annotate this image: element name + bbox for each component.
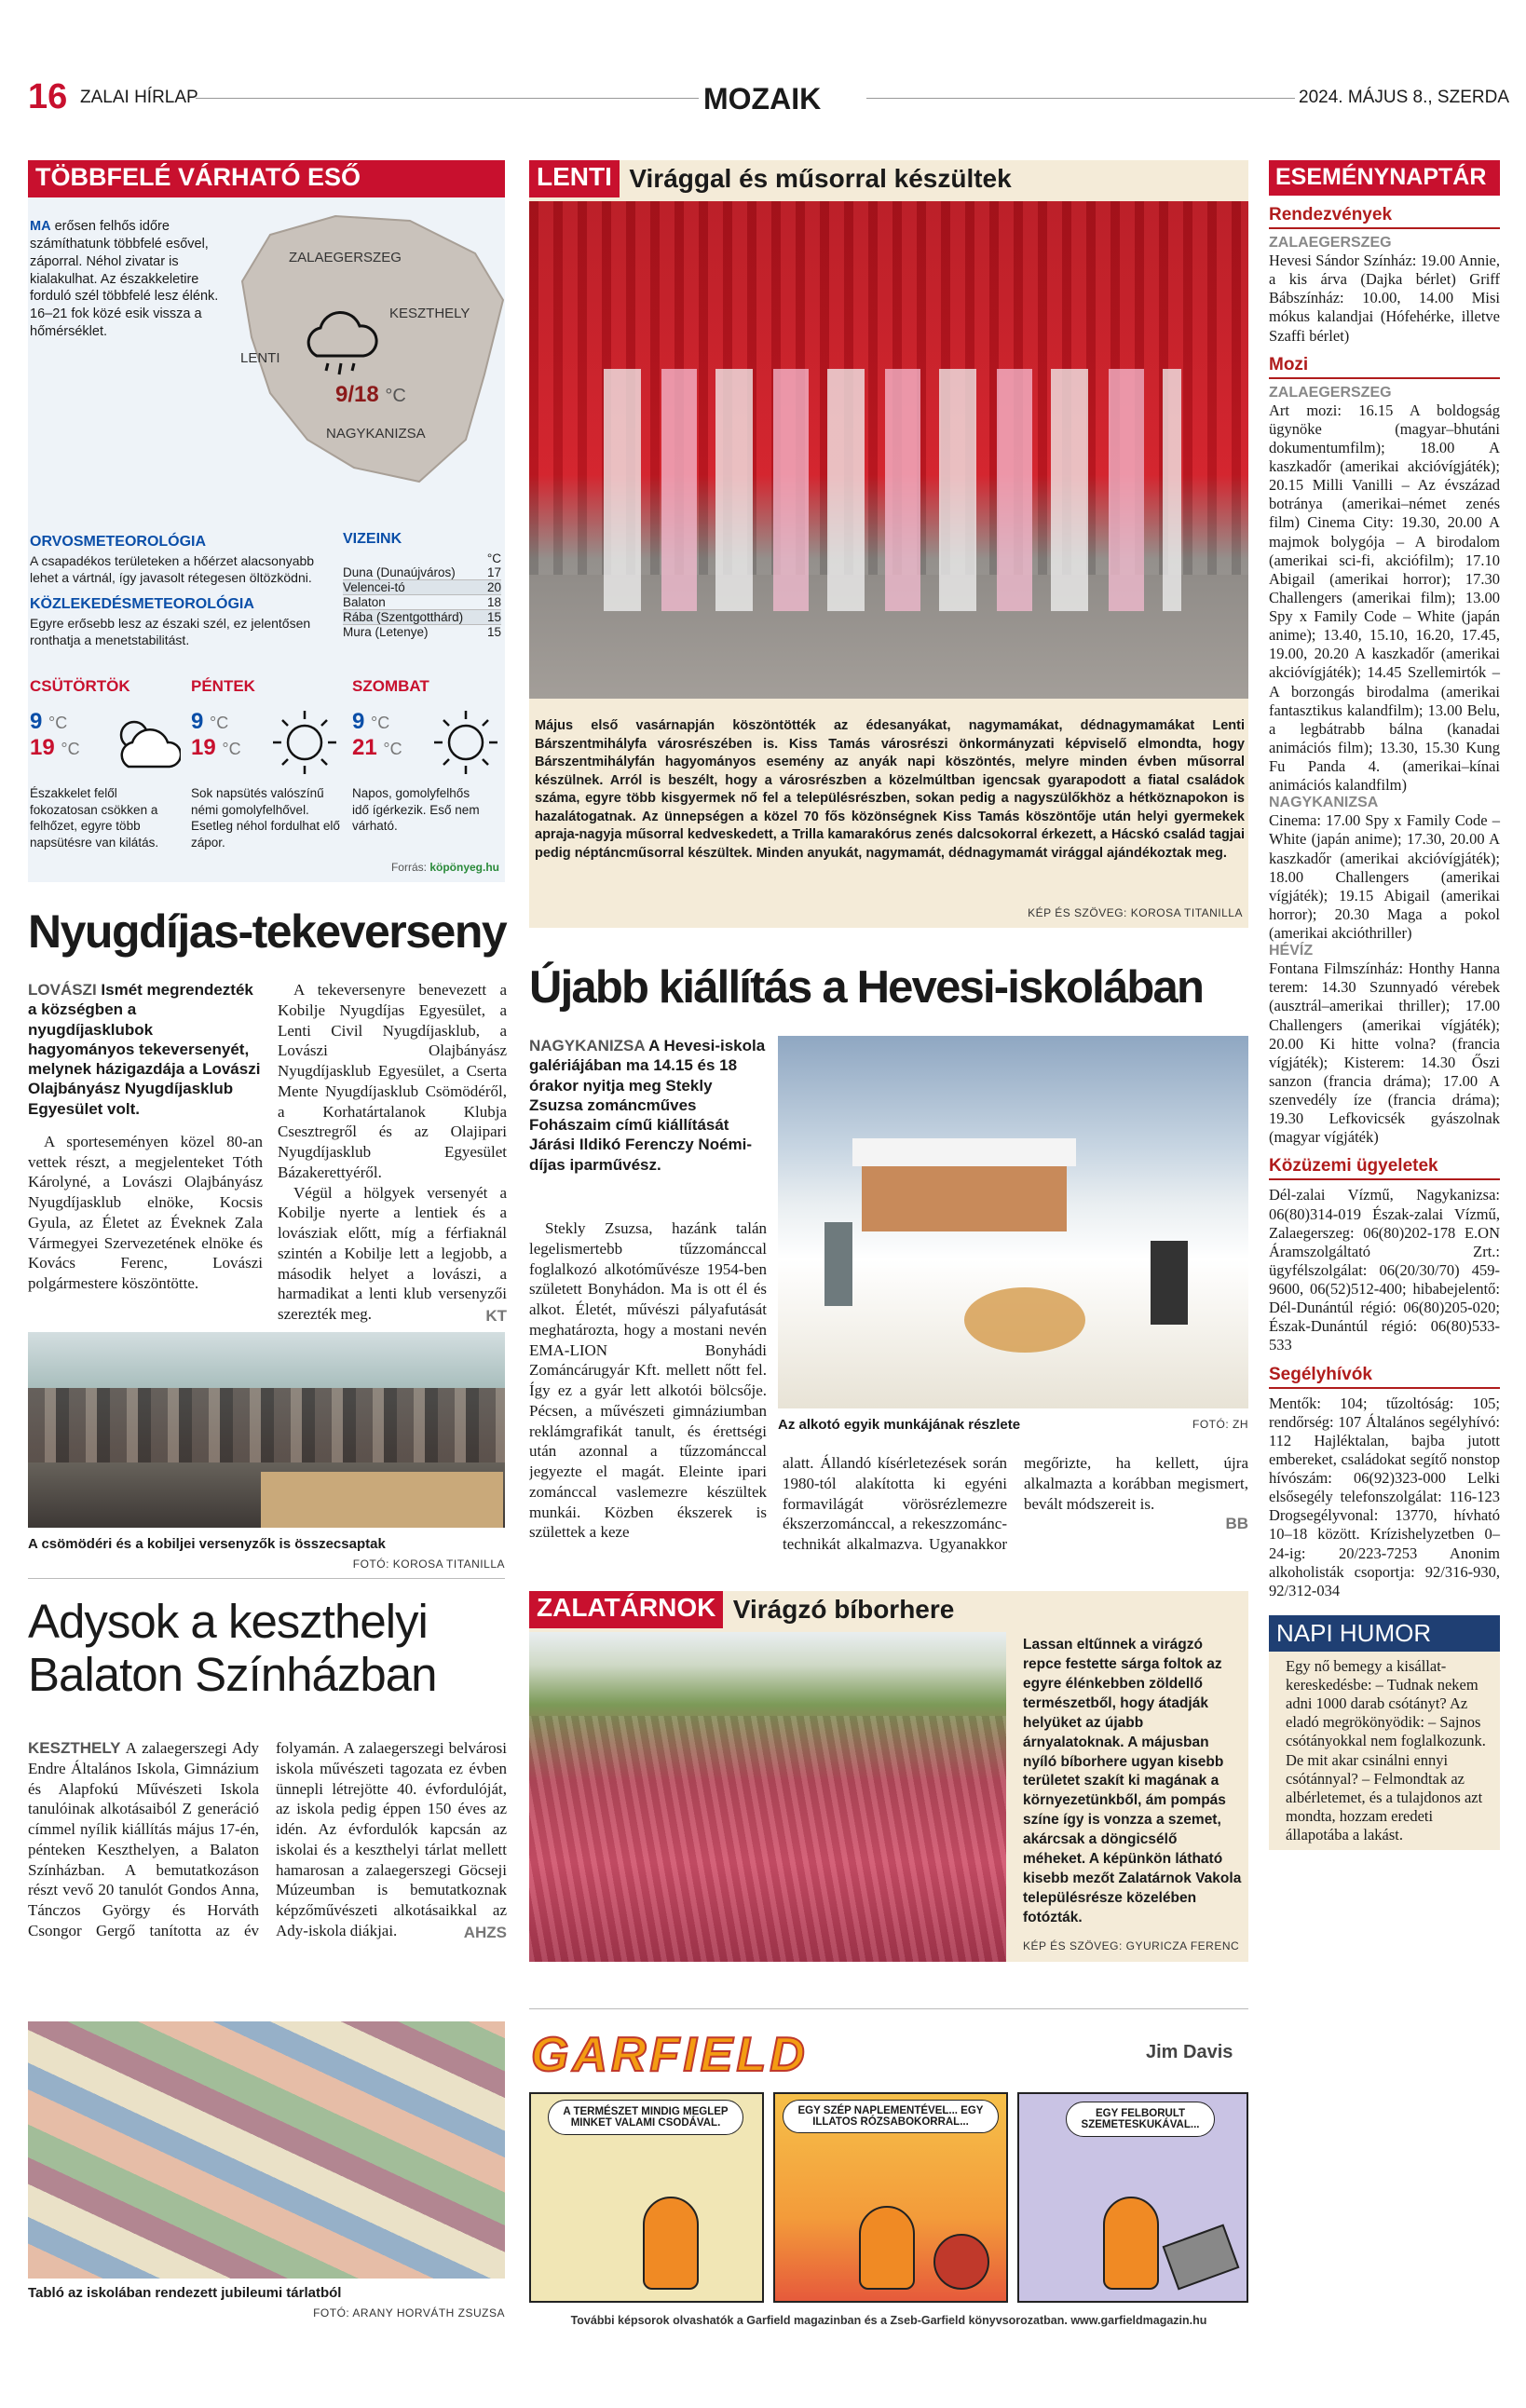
events-title: ESEMÉNYNAPTÁR <box>1269 160 1500 196</box>
caption-lenti: Május első vasárnapján köszöntötték az édesanyákat, nagymamákat, dédnagymamákat Lenti Bárszentmihályfa városrészében is. Kiss Tamás városrészi önkormányzati képviselő elmondta, hogy Bárszentmihályfán hagyományos esemény az anyák napi köszöntés, melyre minden évben műsorral készülnek. Arról is beszélt, hogy a városrészben a közelmúltban igencsak gyarapodott a fiatal családok száma, egyre több kisgyermek nő fel a településrészben, sokan pedig a nagyszülőkhöz a hétköznapokon is hazalátogatnak. Az ünnepségen a közel 70 fős közönségnek Kiss Tamás köszöntője után helyi gyermekek apraja-nagyja műsorral kedveskedett, a Trilla kamarakórus zenés dalcsokorral érkezett, a Hácskó család tagjai pedig néptáncműsorral készültek. Minden anyukát, nagymamát, dédnagymamát virággal ajándékoztak meg. <box>535 718 1245 861</box>
weather-today: MA erősen felhős időre számíthatunk többfelé esővel, záporral. Néhol zivatar is kialakulhat. Az északkeletire forduló szél többfelé lesz élénk. 16–21 fok közé esik vissza a hőmérséklet. <box>30 219 219 340</box>
rain-cloud-icon <box>298 309 382 379</box>
credit-tablo: FOTÓ: ARANY HORVÁTH ZSUZSA <box>313 2306 505 2320</box>
map-temperature: 9/18 °C <box>335 382 406 407</box>
segelyhivok-heading: Segélyhívók <box>1269 1365 1500 1389</box>
lenti-title: Virággal és műsorral készültek <box>629 164 1012 193</box>
kozuzemi-heading: Közüzemi ügyeletek <box>1269 1156 1500 1180</box>
photo-tekeverseny <box>28 1332 505 1528</box>
partly-cloudy-icon <box>106 711 181 776</box>
photo-lenti-stage <box>529 201 1248 699</box>
comic-panel: EGY FELBORULT SZEMETESKUKÁVAL... <box>1017 2092 1248 2303</box>
garfield-logo: GARFIELD <box>531 2028 809 2082</box>
sun-icon <box>429 705 503 780</box>
article-nyugdijas-col2: A tekeversenyre benevezett a Kobilje Nyugdíjas Egyesület, a Lenti Civil Nyugdíjasklub, a Lovászi Olajbányász Nyugdíjasklub Egyesület, a Cserta Mente Nyugdíjasklub Csömödéről, a Korhatártalanok Klubja Csesztregről és az Olajipari Nyugdíjasklub Egyesület Bázakerettyéről. Végül a hölgyek versenyét a Kobilje nyerte a lentiek és a lovásziak előtt, míg a férfiaknál szintén a Kobilje lett a legjobb, a második helyet a lovászi, a harmadikat a lenti klub versenyzői szerezték meg. KT <box>278 981 507 1325</box>
weather-source: Forrás: köpönyeg.hu <box>390 861 499 874</box>
signature: BB <box>1225 1515 1248 1533</box>
forecast-day: CSÜTÖRTÖK 9 °C 19 °C Északkelet felől fokozatosan csökken a felhőzet, egyre több napsütésre van kilátás. <box>30 677 184 850</box>
map-city-nagykanizsa: NAGYKANIZSA <box>326 426 426 442</box>
garfield-author: Jim Davis <box>1146 2042 1233 2062</box>
lenti-header <box>529 160 1012 197</box>
photo-tablo <box>28 2021 505 2279</box>
vizeink-table: VIZEINK °C Duna (Dunaújváros) 17 Velencei-tó 20 Balaton 18 Rába (Szentgotthárd) 15 Mura (Letenye) 15 <box>343 531 501 639</box>
headline-nyugdijas: Nyugdíjas-tekeverseny <box>28 905 507 958</box>
article-hevesi-text: Stekly Zsuzsa, hazánk talán legelismertebb tűzzománccal foglalkozó alkotóművésze 1954-ben született Bonyhádon. Ma is ott él és alkot. Életét, művészi pályafutását meghatározta, hogy a mostani nevén EMA-LION Bonyhádi Zománcárugyár Kft. mellett nőtt fel. Így ez a gyár lett alkotói bölcsője. Pécsen, a művészeti gimnáziumban reklámgrafikát tanult, és érettségi után azonnal a tűzzománccal jegyezte el magát. Eleinte ipari zománccal vaslemezre készültek munkái. Közben ékszerek is születtek a keze <box>529 1219 767 1542</box>
zalatarnok-tag: ZALATÁRNOK <box>529 1591 723 1628</box>
rendezvenyek-text: Hevesi Sándor Színház: 19.00 Annie, a kis árva (Dajka bérlet) Griff Bábszínház: 10.00, 14.00 Misi mókus kalandjai (Hófehérke, illetve Szaffi bérlet) <box>1269 252 1500 345</box>
rendezvenyek-heading: Rendezvények <box>1269 205 1500 229</box>
zalatarnok-header <box>529 1591 954 1628</box>
headline-adysok: Adysok a keszthelyi Balaton Színházban <box>28 1595 437 1702</box>
credit-zalatarnok: KÉP ÉS SZÖVEG: GYURICZA FERENC <box>1023 1939 1240 1952</box>
article-adysok: KESZTHELY A zalaegerszegi Ady Endre Általános Iskola, Gimnázium és Alapfokú Művészeti Iskola tanulóinak alkotásaiból Z generáció címmel nyílik kiállítás május 17-én, pénteken Keszthelyen, a Balaton Színházban. A bemutatkozáson részt vevő 20 tanulót Gondos Anna, Tánczos György és Horváth Csongor Gergő tanította az év folyamán. A zalaegerszegi belvárosi iskola művészeti tagozata ez évben ünnepli létrejötte 40. évfordulóját, az iskola pedig éppen 150 éves az idén. Az évfordulók kapcsán az iskolai és a keszthelyi tárlat mellett hamarosan a zalaegerszegi Göcseji Múzeumban is bemutatkoznak képzőművészeti alkotásaikkal az Ady-iskola diákjai. AHZS <box>28 1739 507 1941</box>
article-hevesi-lead: NAGYKANIZSA A Hevesi-iskola galériájában ma 14.15 és 18 órakor nyitja meg Stekly Zsuzsa zománcműves Fohászaim című kiállítását Járási Ildikó Ferenczy Noémi-díjas iparművész. <box>529 1037 766 1174</box>
sun-icon <box>267 705 342 780</box>
caption-zomanc: Az alkotó egyik munkájának részlete <box>778 1417 1021 1433</box>
map-city-zalaegerszeg: ZALAEGERSZEG <box>289 250 402 265</box>
zalatarnok-title: Virágzó bíborhere <box>732 1595 955 1624</box>
caption-tablo: Tabló az iskolában rendezett jubileumi tárlatból <box>28 2285 342 2301</box>
orvosmeteorologia: ORVOSMETEOROLÓGIA A csapadékos területeken a hőérzet alacsonyabb lehet a vártnál, így javasolt rétegesen öltözködni. KÖZLEKEDÉSMETEOROLÓGIA Egyre erősebb lesz az északi szél, ez jelentősen ronthatja a menetstabilitást. <box>30 534 315 648</box>
page-date: 2024. MÁJUS 8., SZERDA <box>1299 88 1509 107</box>
article-hevesi-text-cont: alatt. Állandó kísérletezések során 1980-tól alakította ki egyéni formavilágát vörösrézlemezre ékszerzománccal, a rekeszzománc-technikát alkalmazva. Ugyanakkor megőrizte, ha kellett, újra alkalmazta a korábban megismert, bevált módszereit is. BB <box>783 1454 1248 1553</box>
paper-name: ZALAI HÍRLAP <box>80 88 198 107</box>
map-city-lenti: LENTI <box>240 350 280 366</box>
weather-title: TÖBBFELÉ VÁRHATÓ ESŐ <box>28 160 505 197</box>
napi-humor-box: NAPI HUMOR Egy nő bemegy a kisállat-kereskedésbe: – Tudnak nekem adni 1000 darab csótányt? Az eladó megrökönyödik: – Sajnos csótányokkal nem foglalkozunk. De mit akar csinálni ennyi csótánnyal? – Felmondtak az albérletemet, és a tulajdonos azt mondta, hozzam eredeti állapotába a lakást. <box>1269 1615 1500 1850</box>
comic-panel: EGY SZÉP NAPLEMENTÉVEL... EGY ILLATOS RÓZSABOKORRAL... <box>773 2092 1008 2303</box>
article-hevesi-body <box>529 1218 1248 1556</box>
lenti-tag: LENTI <box>529 160 620 197</box>
credit-zomanc: FOTÓ: ZH <box>1192 1418 1248 1431</box>
garfield-footnote: További képsorok olvashatók a Garfield magazinban és a Zseb-Garfield könyvsorozatban. www.garfieldmagazin.hu <box>570 2314 1207 2327</box>
comic-panel: A TERMÉSZET MINDIG MEGLEP MINKET VALAMI CSODÁVAL. <box>529 2092 764 2303</box>
napi-humor-title: NAPI HUMOR <box>1269 1615 1500 1652</box>
forecast-day: PÉNTEK 9 °C 19 °C Sok napsütés valószínű némi gomolyfelhővel. Esetleg néhol fordulhat elő zápor. <box>191 677 345 850</box>
map-city-keszthely: KESZTHELY <box>389 306 470 321</box>
caption-tekeverseny: A csömödéri és a kobiljei versenyzők is összecsaptak <box>28 1536 386 1552</box>
article-nyugdijas-col1: LOVÁSZI Ismét megrendezték a községben a nyugdíjasklubok hagyományos tekeversenyét, melynek házigazdája a Lovászi Olajbányász Nyugdíjasklub Egyesület volt. A sporteseményen közel 80-an vettek részt, a megjelenteket Tóth Károlyné, a Lovászi Olajbányász Nyugdíjasklub elnöke, Kocsis Gyula, az Életet az Éveknek Zala Vármegyei Szervezetének elnöke és Kovács Ferenc, Lovászi polgármestere köszöntötte. <box>28 981 263 1292</box>
page-header <box>28 78 1509 116</box>
weather-box <box>28 160 505 882</box>
mozi-heading: Mozi <box>1269 355 1500 379</box>
forecast-day: SZOMBAT 9 °C 21 °C Napos, gomolyfelhős idő ígérkezik. Eső nem várható. <box>352 677 506 835</box>
credit-tekeverseny: FOTÓ: KOROSA TITANILLA <box>352 1558 505 1571</box>
text-zalatarnok: Lassan eltűnnek a virágzó repce festette sárga foltok az egyre élénkebben zöldellő természetből, hogy átadják helyüket az újabb árnyalatoknak. A májusban nyíló bíborhere ugyan kisebb területet szakít ki magának a környezetünkből, ám pompás színe így is vonzza a szemet, akárcsak a döngicsélő méheket. A képünkön látható kisebb mezőt Zalatárnok Vakola településrésze közelében fotózták. <box>1023 1637 1242 1925</box>
photo-biborhere <box>529 1632 1006 1962</box>
credit-lenti: KÉP ÉS SZÖVEG: KOROSA TITANILLA <box>1028 906 1243 919</box>
page-number: 16 <box>28 77 68 116</box>
events-column: ESEMÉNYNAPTÁR Rendezvények ZALAEGERSZEG Hevesi Sándor Színház: 19.00 Annie, a kis árva (Dajka bérlet) Griff Bábszínház: 10.00, 14.00 Misi mókus kalandjai (Hófehérke, illetve Szaffi bérlet) Mozi ZALAEGERSZEG Art mozi: 16.15 A boldogság ügynöke (magyar–bhutáni dokumentumfilm); 18.00 A kaszkadőr (amerikai akcióvígjáték); 20.15 Milli Vanilli – Az évszázad botránya (amerikai–német zenés film) Cinema City: 19.30, 20.00 A majmok bolygója – A birodalom (amerikai sci-fi, akciófilm); 17.10 Abigail (amerikai horror); 17.30 Challengers (amerikai film); 13.00 Spy x Family Code – White (japán anime); 13.40, 15.10, 16.20, 17.45, 19.00, 20.20 A kaszkadőr (amerikai akcióvígjáték); 14.45 Szellemirtók – A borzongás birodalma (amerikai fantasztikus kalandfilm); 13.00 Belu, a legbátrabb bálna (kanadai animációs film); 13.30, 15.30 Kung Fu Panda 4. (amerikai–kínai animációs kalandfilm) NAGYKANIZSA Cinema: 17.00 Spy x Family Code – White (japán anime); 17.30, 20.00 A kaszkadőr (amerikai akcióvígjáték); 18.00 Challengers (amerikai vígjáték); 19.15 Abigail (amerikai horror); 20.30 Maga a pokol (amerikai akcióthriller) HÉVÍZ Fontana Filmszínház: Honthy Hanna terem: 14.30 Szunnyadó vérebek (ausztrál–amerikai thriller); 17.00 Challengers (amerikai vígjáték); 20.00 Ki hitte volna? (francia vígjáték); Kisterem: 14.30 Őszi sanzon (francia dráma); 17.00 A szenvedély íze (francia dráma); 19.30 Lefkovicsék gyászolnak (magyar vígjáték) Közüzemi ügyeletek Dél-zalai Vízmű, Nagykanizsa: 06(80)314-019 Észak-zalai Vízmű, Zalaegerszeg: 06(80)202-178 E.ON Áramszolgáltató Zrt.: ügyfélszolgálat: 06(20/30/70) 459-9600, 06(52)512-400; hibabejelentő: Dél-Dunántúl régió: 06(80)205-020; Észak-Dunántúl régió: 06(80)533-533 Segélyhívók Mentők: 104; tűzoltóság: 105; rendőrség: 107 Általános segélyhívó: 112 Hajléktalan, bajba jutott embereket, családokat segítő nonstop hívószám: 06(92)323-000 Lelki elsősegély telefonszolgálat: 116-123 Drogsegélyvonal: 13770, hívható 10–18 között. Krízishelyzetben 0–24-ig: 20/223-7253 Anonim alkoholisták csoportja: 92/316-930, 92/312-034 NAPI HUMOR Egy nő bemegy a kisállat-kereskedésbe: – Tudnak nekem adni 1000 darab csótányt? Az eladó megrökönyödik: – Sajnos csótányokkal nem foglalkozunk. De mit akar csinálni ennyi csótánnyal? – Felmondtak az albérletemet, és a tulajdonos azt mondta, hozzam eredeti állapotába a lakást. <box>1269 160 1500 2312</box>
section-title: MOZAIK <box>703 82 822 116</box>
headline-hevesi: Újabb kiállítás a Hevesi-iskolában <box>529 962 1204 1013</box>
